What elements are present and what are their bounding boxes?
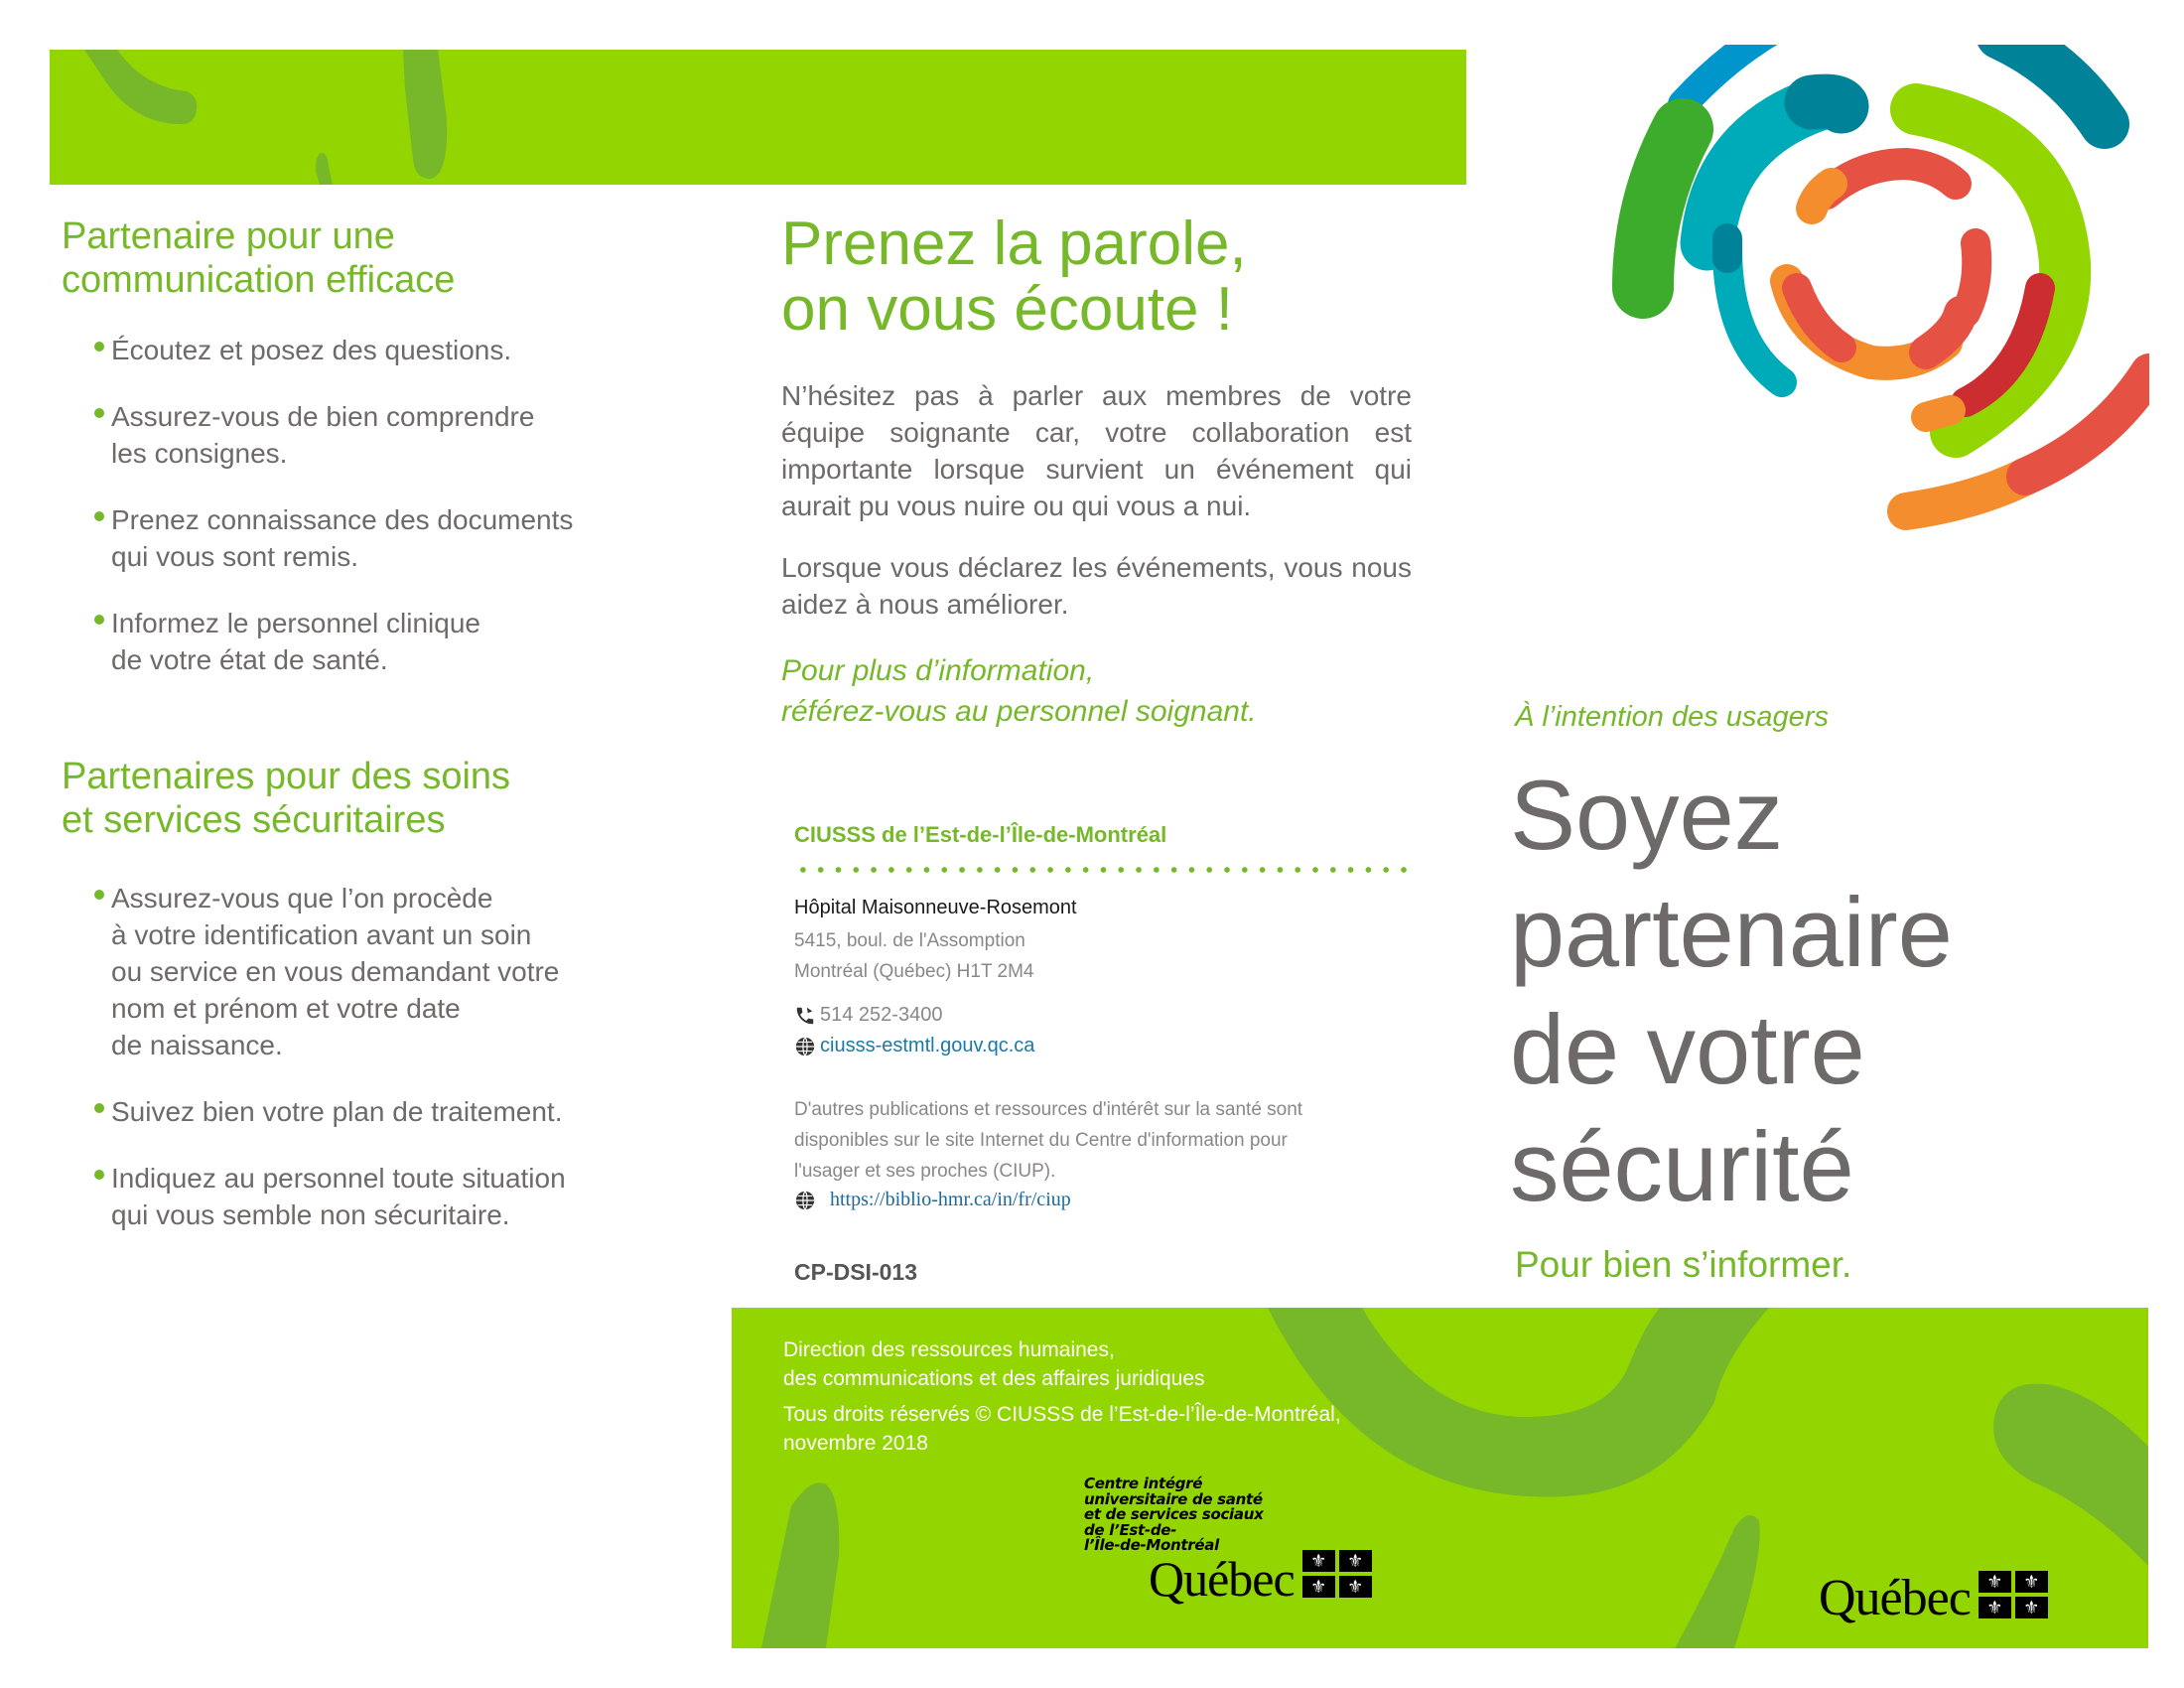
phone-row bbox=[794, 1000, 1034, 1031]
globe-icon bbox=[794, 1036, 816, 1057]
circular-logo-graphic bbox=[1588, 45, 2149, 591]
bullet-item: Prenez connaissance des documents qui vous sont remis. bbox=[62, 501, 677, 575]
website-row[interactable] bbox=[794, 1031, 1034, 1061]
quebec-logo-small bbox=[1149, 1550, 1372, 1607]
hospital-address: 5415, boul. de l'Assomption Montréal (Québec) H1T 2M4 bbox=[794, 930, 1034, 982]
direction-credit: Direction des ressources humaines, des communications et des affaires juridiques bbox=[783, 1338, 1205, 1390]
phone-number: 514 252-3400 bbox=[820, 1004, 943, 1026]
brochure-title: Soyez partenaire de votre sécurité bbox=[1510, 760, 1953, 1221]
more-info-note: Pour plus d’information, référez-vous au personnel soignant. bbox=[781, 654, 1257, 728]
footer-band bbox=[732, 1308, 2148, 1648]
contact-details bbox=[794, 1000, 1034, 1061]
top-decorative-band bbox=[50, 50, 1466, 185]
audience-label: À l’intention des usagers bbox=[1515, 701, 1829, 733]
fleurdelise-flag-icon: ⚜ ⚜ ⚜ ⚜ bbox=[1302, 1550, 1372, 1598]
document-code: CP-DSI-013 bbox=[794, 1259, 917, 1285]
copyright-notice: Tous droits réservés © CIUSSS de l’Est-de-l’Île-de-Montréal, novembre 2018 bbox=[783, 1403, 1341, 1455]
quebec-logo-large bbox=[1819, 1571, 2048, 1624]
bullet-item: Assurez-vous que l’on procède à votre identification avant un soin ou service en vous demandant votre nom et prénom et votre date de naissance. bbox=[62, 880, 697, 1063]
bullet-item: Assurez-vous de bien comprendre les consignes. bbox=[62, 398, 677, 472]
speak-up-title: Prenez la parole, on vous écoute ! bbox=[781, 210, 1247, 344]
phone-icon bbox=[794, 1005, 816, 1027]
declaration-paragraph: Lorsque vous déclarez les événements, vous nous aidez à nous améliorer. bbox=[781, 552, 1412, 620]
section-title-safe-care: Partenaires pour des soins et services sécuritaires bbox=[62, 756, 511, 841]
bullet-item: Écoutez et posez des questions. bbox=[62, 332, 677, 368]
bullet-item: Indiquez au personnel toute situation qui vous semble non sécuritaire. bbox=[62, 1160, 697, 1233]
brochure-subtitle: Pour bien s’informer. bbox=[1515, 1244, 1852, 1285]
quebec-wordmark: Québec bbox=[1819, 1570, 1971, 1626]
safe-care-bullet-list bbox=[62, 880, 697, 1233]
globe-icon bbox=[794, 1190, 816, 1211]
intro-paragraph: N’hésitez pas à parler aux membres de votre équipe soignante car, votre collaboration est importante lorsque survient un événement qui aurait pu vous nuire ou qui vous a nui. bbox=[781, 380, 1412, 521]
organization-name: CIUSSS de l’Est-de-l’Île-de-Montréal bbox=[794, 822, 1167, 847]
ciusss-logo bbox=[1084, 1475, 1372, 1607]
bullet-item: Informez le personnel clinique de votre état de santé. bbox=[62, 605, 677, 678]
fleurdelise-flag-icon: ⚜ ⚜ ⚜ ⚜ bbox=[1979, 1571, 2048, 1618]
dotted-divider bbox=[794, 867, 1410, 873]
quebec-wordmark: Québec bbox=[1149, 1550, 1295, 1607]
section-title-communication: Partenaire pour une communication efficace bbox=[62, 215, 456, 301]
bullet-item: Suivez bien votre plan de traitement. bbox=[62, 1093, 697, 1130]
ciusss-logo-text: Centre intégré universitaire de santé et de services sociaux de l’Est-de- l’Île-de-Montréal bbox=[1084, 1475, 1264, 1554]
ciup-link[interactable]: https://biblio-hmr.ca/in/fr/ciup bbox=[830, 1189, 1071, 1210]
section-safe-care bbox=[62, 755, 697, 1263]
section-communication bbox=[62, 214, 677, 708]
website-link[interactable]: ciusss-estmtl.gouv.qc.ca bbox=[820, 1035, 1035, 1056]
decorative-swoosh-shapes bbox=[50, 50, 1466, 185]
ciup-link-row[interactable] bbox=[794, 1185, 1430, 1215]
hospital-name: Hôpital Maisonneuve-Rosemont bbox=[794, 897, 1077, 918]
resources-note: D'autres publications et ressources d'intérêt sur la santé sont disponibles sur le site Internet du Centre d'information pour l'usager et ses proches (CIUP). https://biblio-hmr.ca/in/fr/ciup bbox=[794, 1094, 1430, 1215]
communication-bullet-list bbox=[62, 332, 677, 678]
